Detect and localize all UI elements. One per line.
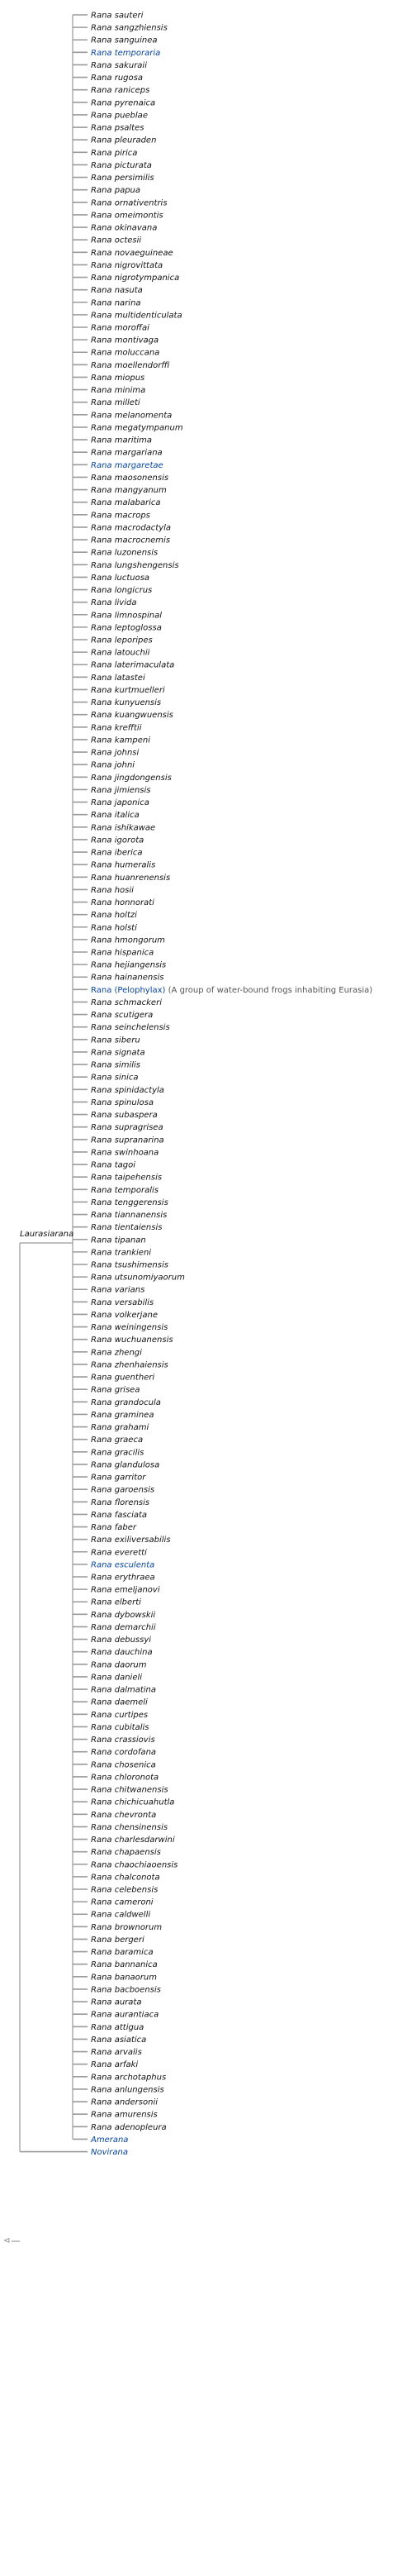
leaf-label: Rana cameroni [91, 1897, 154, 1907]
leaf-label: Rana luctuosa [91, 573, 150, 583]
leaf-label: Rana papua [91, 186, 141, 196]
leaf-label: Rana tientaiensis [91, 1223, 163, 1233]
leaf-label: Rana ornativentris [91, 198, 168, 208]
leaf-label: Rana margariana [91, 448, 163, 458]
leaf-label: Rana spinulosa [91, 1098, 154, 1107]
leaf-label: Rana bannanica [91, 1960, 158, 1970]
leaf-label: Rana minima [91, 386, 146, 396]
leaf-label: Rana malabarica [91, 498, 161, 508]
leaf-label: Rana iberica [91, 848, 143, 858]
leaf-label: Rana utsunomiyaorum [91, 1273, 185, 1283]
leaf-label: Rana arfaki [91, 2060, 139, 2070]
leaf-label: Rana miopus [91, 373, 145, 383]
leaf-label: Rana macrocnemis [91, 536, 171, 545]
leaf-label: Rana archotaphus [91, 2073, 167, 2083]
leaf-label: Rana pueblae [91, 111, 148, 121]
leaf-label: Rana sanguinea [91, 36, 158, 45]
leaf-label: Rana exiliversabilis [91, 1536, 171, 1545]
leaf-label: Rana persimilis [91, 174, 154, 183]
leaf-label: Rana grahami [91, 1423, 149, 1433]
leaf-label: Rana demarchii [91, 1622, 156, 1632]
leaf-label: Rana zhengi [91, 1348, 142, 1358]
leaf-label: Rana honnorati [91, 898, 154, 908]
leaf-label: Rana johnsi [91, 748, 140, 758]
leaf-label: Rana igorota [91, 836, 144, 845]
leaf-label: Rana zhenhaiensis [91, 1360, 168, 1370]
leaf-label: Rana glandulosa [91, 1460, 160, 1470]
leaf-label: Rana florensis [91, 1498, 150, 1507]
leaf-label: Rana humeralis [91, 860, 156, 870]
leaf-label: Rana ishikawae [91, 823, 156, 833]
leaf-label: Rana melanomenta [91, 411, 173, 421]
leaf-label: Rana chitwanensis [91, 1785, 168, 1795]
leaf-label: Rana tsushimensis [91, 1260, 168, 1270]
leaf-label: Rana limnospinal [91, 611, 163, 621]
leaf-label: Rana tipanan [91, 1236, 146, 1245]
clade-label-laurasiarana: Laurasiarana [20, 1230, 74, 1239]
leaf-label: Rana adenopleura [91, 2122, 167, 2132]
leaf-label: Rana montivaga [91, 336, 159, 345]
leaf-label: Rana curtipes [91, 1710, 149, 1720]
leaf-label: Rana holtzi [91, 911, 137, 921]
leaf-label: Rana spinidactyla [91, 1085, 164, 1095]
leaf-label: Rana krefftii [91, 723, 142, 733]
leaf-label: Rana moluccana [91, 348, 160, 358]
leaf-label: Rana narina [91, 298, 141, 308]
leaf-label: Rana moellendorffi [91, 360, 170, 370]
leaf-label: Rana seinchelensis [91, 1023, 170, 1033]
leaf-link[interactable]: Rana margaretae [91, 460, 163, 470]
leaf-label: Rana charlesdarwini [91, 1836, 175, 1845]
leaf-label: Rana hosii [91, 885, 134, 895]
leaf-label: Rana latastei [91, 673, 145, 683]
leaf-label: Rana chosenica [91, 1760, 156, 1770]
leaf-label: Rana sakuraii [91, 60, 147, 70]
leaf-label: Rana dauchina [91, 1648, 153, 1658]
leaf-label: Rana huanrenensis [91, 873, 171, 883]
leaf-label: Rana elberti [91, 1598, 141, 1607]
leaf-label: Rana emeljanovi [91, 1585, 160, 1595]
leaf-label: Rana chaochiaoensis [91, 1860, 178, 1870]
leaf-label: Rana banaorum [91, 1973, 157, 1983]
leaf-label: Rana similis [91, 1060, 140, 1070]
leaf-label: Rana everetti [91, 1548, 147, 1558]
leaf-label: Rana weiningensis [91, 1323, 168, 1333]
leaf-label: Rana tenggerensis [91, 1198, 168, 1207]
leaf-label: Rana amurensis [91, 2110, 158, 2120]
leaf-label: Rana caldwelli [91, 1910, 151, 1920]
leaf-label: Rana taipehensis [91, 1173, 163, 1183]
leaf-label: Rana baramica [91, 1948, 154, 1958]
leaf-label: Rana cubitalis [91, 1722, 149, 1732]
leaf-label: Rana laterimaculata [91, 660, 175, 670]
leaf-label: Rana wuchuanensis [91, 1336, 173, 1345]
leaf-label: Rana graminea [91, 1410, 154, 1420]
leaf-label: Rana octesii [91, 236, 142, 245]
leaf-label: Rana holsti [91, 923, 137, 933]
leaf-label: Rana tagoi [91, 1160, 136, 1170]
leaf-label: Rana temporalis [91, 1185, 159, 1195]
leaf-label: Rana novaeguineae [91, 248, 173, 258]
leaf-label: Rana supranarina [91, 1136, 164, 1145]
leaf-label: Rana dalmatina [91, 1685, 157, 1695]
leaf-label: Rana hmongorum [91, 936, 165, 945]
leaf-label: Rana luzonensis [91, 548, 159, 558]
leaf-description: (A group of water-bound frogs inhabiting Eurasia) [165, 985, 373, 995]
leaf-label: Rana graeca [91, 1436, 144, 1445]
leaf-label: Rana swinhoana [91, 1148, 159, 1158]
leaf-label: Rana fasciata [91, 1510, 148, 1520]
leaf-label: Rana brownorum [91, 1922, 163, 1932]
leaf-label-pelophylax[interactable] [91, 986, 372, 995]
leaf-label: Rana scutigera [91, 1011, 154, 1021]
leaf-label: Rana psaltes [91, 123, 144, 133]
leaf-label: Rana longicrus [91, 586, 153, 596]
leaf-link-pelophylax[interactable]: Rana (Pelophylax) [91, 985, 166, 995]
leaf-label: Rana tiannanensis [91, 1211, 168, 1221]
leaf-label: Rana omeimontis [91, 211, 163, 221]
leaf-label: Rana schmackeri [91, 998, 162, 1007]
leaf-label: Rana megatympanum [91, 423, 183, 433]
leaf-label: Rana nasuta [91, 286, 143, 296]
leaf-label: Rana sauteri [91, 11, 144, 21]
leaf-label: Rana chapaensis [91, 1848, 161, 1858]
leaf-label: Rana nigrotympanica [91, 274, 180, 283]
species-labels [90, 12, 372, 2158]
leaf-label: Rana chloronota [91, 1773, 159, 1783]
leaf-label: Rana hejiangensis [91, 960, 167, 970]
leaf-label: Rana kunyuensis [91, 698, 162, 708]
leaf-label: Rana milleti [91, 398, 140, 408]
leaf-label: Rana latouchii [91, 648, 150, 658]
leaf-label: Rana garoensis [91, 1485, 155, 1495]
leaf-label: Rana cordofana [91, 1748, 157, 1758]
leaf-label: Rana debussyi [91, 1636, 152, 1645]
leaf-label: Rana jimiensis [91, 785, 151, 795]
leaf-label: Rana lungshengensis [91, 560, 179, 570]
leaf-label: Rana mangyanum [91, 486, 167, 496]
leaf-label: Rana trankieni [91, 1248, 152, 1258]
leaf-label: Rana grandocula [91, 1398, 161, 1407]
leaf-label: Rana faber [91, 1523, 136, 1533]
leaf-label: Rana chevronta [91, 1810, 157, 1820]
leaf-label: Rana aurata [91, 1997, 142, 2007]
leaf-label: Rana garritor [91, 1473, 146, 1483]
leaf-label: Rana attigua [91, 2022, 144, 2032]
leaf-label: Rana leptoglossa [91, 623, 162, 633]
leaf-label: Rana chensinensis [91, 1822, 168, 1832]
leaf-label: Rana sangzhiensis [91, 23, 168, 33]
leaf-label: Rana picturata [91, 160, 152, 170]
leaf-label: Rana pirica [91, 148, 138, 158]
leaf-label: Rana volkerjane [91, 1310, 158, 1320]
leaf-label: Rana danieli [91, 1673, 143, 1683]
leaf-link[interactable]: Novirana [91, 2148, 128, 2158]
leaf-label: Rana leporipes [91, 636, 153, 645]
leaf-label: Rana andersonii [91, 2097, 159, 2107]
leaf-label: Rana livida [91, 598, 137, 608]
leaf-label: Rana italica [91, 811, 140, 821]
leaf-label: Rana sinica [91, 1073, 139, 1083]
leaf-label: Rana bergeri [91, 1935, 144, 1945]
leaf-label: Rana pyrenaica [91, 98, 156, 108]
leaf-label: Rana celebensis [91, 1885, 159, 1895]
leaf-label: Rana signata [91, 1048, 145, 1058]
leaf-label: Rana bacboensis [91, 1985, 161, 1995]
leaf-link[interactable]: Amerana [91, 2135, 129, 2145]
root-arrow-icon[interactable]: ⊲ [3, 2236, 11, 2245]
leaf-label: Rana aurantiaca [91, 2010, 159, 2020]
leaf-label: Rana siberu [91, 1036, 140, 1045]
leaf-label: Rana pleuraden [91, 136, 157, 145]
leaf-link[interactable]: Rana esculenta [91, 1560, 155, 1570]
leaf-label: Rana kampeni [91, 736, 150, 745]
leaf-label: Rana chichicuahutla [91, 1797, 175, 1807]
leaf-label: Rana raniceps [91, 86, 150, 96]
leaf-label: Rana japonica [91, 798, 149, 808]
leaf-label: Rana grisea [91, 1385, 140, 1395]
leaf-label: Rana johni [91, 760, 135, 770]
leaf-label: Rana subaspera [91, 1111, 158, 1121]
leaf-label: Rana okinavana [91, 223, 158, 233]
leaf-label: Rana macrops [91, 511, 150, 521]
leaf-label: Rana kurtmuelleri [91, 685, 165, 695]
leaf-label: Rana rugosa [91, 74, 143, 83]
leaf-label: Rana hainanensis [91, 973, 164, 983]
leaf-label: Rana hispanica [91, 948, 154, 958]
leaf-label: Rana anlungensis [91, 2085, 164, 2095]
leaf-label: Rana crassiovis [91, 1736, 155, 1745]
leaf-label: Rana dybowskii [91, 1610, 156, 1620]
leaf-label: Rana erythraea [91, 1573, 155, 1583]
leaf-label: Rana daemeli [91, 1697, 148, 1707]
leaf-label: Rana nigrovittata [91, 260, 163, 270]
leaf-label: Rana chalconota [91, 1873, 160, 1883]
leaf-label: Rana jingdongensis [91, 773, 172, 783]
leaf-label: Rana supragrisea [91, 1123, 163, 1133]
leaf-label: Rana guentheri [91, 1373, 155, 1383]
leaf-label: Rana kuangwuensis [91, 711, 173, 721]
leaf-label: Rana asiatica [91, 2035, 147, 2045]
leaf-label: Rana multidenticulata [91, 311, 182, 321]
leaf-label: Rana maosonensis [91, 473, 169, 483]
leaf-link[interactable]: Rana temporaria [91, 48, 161, 58]
leaf-label: Rana macrodactyla [91, 523, 172, 533]
leaf-label: Rana gracilis [91, 1448, 144, 1458]
leaf-label: Rana versabilis [91, 1298, 154, 1307]
leaf-label: Rana daorum [91, 1660, 147, 1670]
leaf-label: Rana arvalis [91, 2048, 142, 2058]
branch-lines [12, 15, 88, 2241]
leaf-label: Rana moroffai [91, 323, 149, 333]
leaf-label: Rana maritima [91, 436, 153, 445]
leaf-label: Rana varians [91, 1285, 145, 1295]
